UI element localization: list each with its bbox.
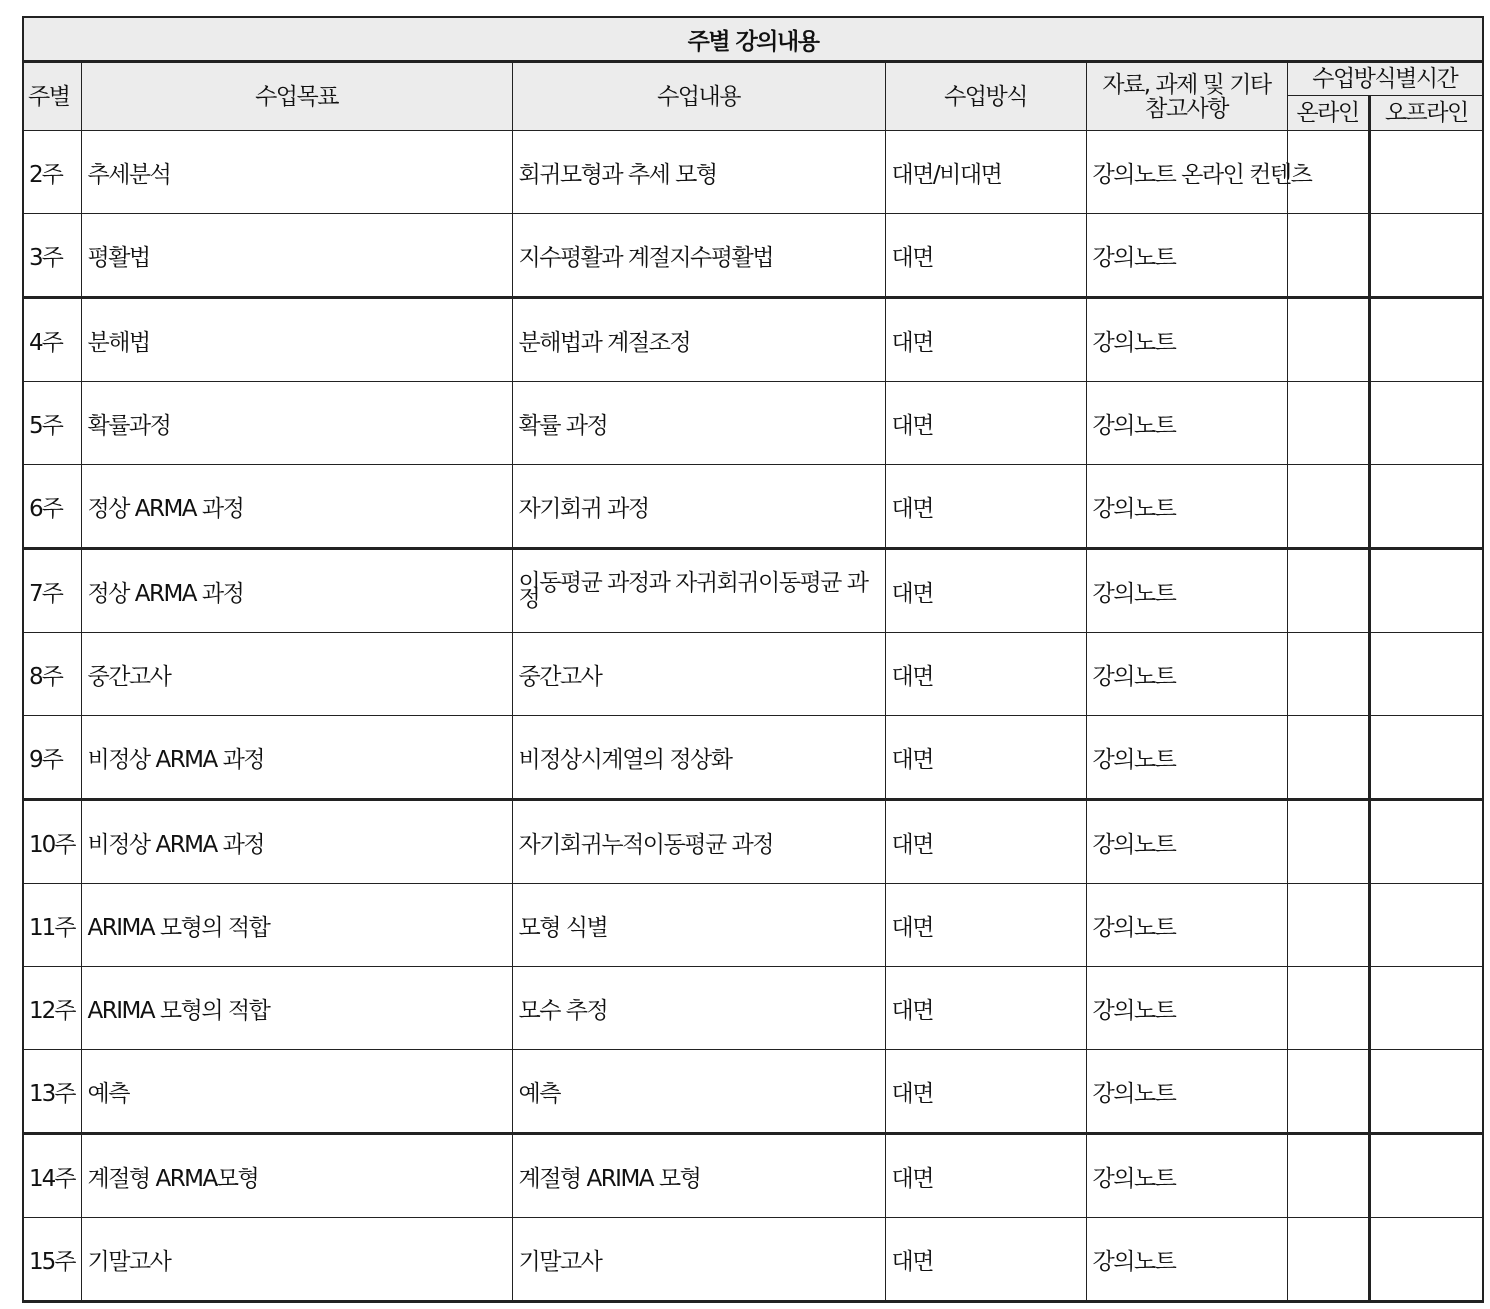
materials-cell: 강의노트 — [1086, 465, 1287, 549]
materials-cell: 강의노트 — [1086, 884, 1287, 967]
offline-time-cell — [1369, 633, 1483, 716]
materials-cell: 강의노트 — [1086, 633, 1287, 716]
content-cell: 모수 추정 — [512, 967, 885, 1050]
table-row — [23, 633, 1483, 716]
table-row — [23, 382, 1483, 465]
table-row — [23, 967, 1483, 1050]
online-time-cell — [1287, 800, 1369, 884]
offline-time-cell — [1369, 1218, 1483, 1302]
method-cell: 대면 — [885, 1050, 1086, 1134]
schedule-rows — [23, 131, 1483, 1302]
materials-cell: 강의노트 — [1086, 967, 1287, 1050]
online-time-cell — [1287, 716, 1369, 800]
table-row — [23, 1218, 1483, 1302]
content-cell: 예측 — [512, 1050, 885, 1134]
content-cell: 계절형 ARIMA 모형 — [512, 1134, 885, 1218]
week-cell: 4주 — [23, 298, 81, 382]
materials-cell: 강의노트 — [1086, 1134, 1287, 1218]
offline-time-cell — [1369, 382, 1483, 465]
online-time-cell — [1287, 633, 1369, 716]
materials-cell: 강의노트 — [1086, 1218, 1287, 1302]
online-time-cell — [1287, 298, 1369, 382]
offline-time-cell — [1369, 1134, 1483, 1218]
method-cell: 대면 — [885, 633, 1086, 716]
method-cell: 대면 — [885, 382, 1086, 465]
offline-time-cell — [1369, 800, 1483, 884]
goal-cell: 추세분석 — [81, 131, 512, 214]
goal-cell: 정상 ARMA 과정 — [81, 549, 512, 633]
content-cell: 회귀모형과 추세 모형 — [512, 131, 885, 214]
method-cell: 대면 — [885, 716, 1086, 800]
method-cell: 대면/비대면 — [885, 131, 1086, 214]
goal-cell: 예측 — [81, 1050, 512, 1134]
content-cell: 자기회귀누적이동평균 과정 — [512, 800, 885, 884]
header-time-by-method: 수업방식별시간 — [1287, 62, 1483, 96]
offline-time-cell — [1369, 967, 1483, 1050]
schedule-table — [22, 16, 1484, 1303]
weekly-lecture-schedule — [22, 16, 1482, 1303]
content-cell: 이동평균 과정과 자귀회귀이동평균 과정 — [512, 549, 885, 633]
method-cell: 대면 — [885, 298, 1086, 382]
table-row — [23, 800, 1483, 884]
week-cell: 8주 — [23, 633, 81, 716]
table-row — [23, 465, 1483, 549]
goal-cell: 중간고사 — [81, 633, 512, 716]
week-cell: 10주 — [23, 800, 81, 884]
online-time-cell — [1287, 1134, 1369, 1218]
week-cell: 12주 — [23, 967, 81, 1050]
method-cell: 대면 — [885, 214, 1086, 298]
online-time-cell — [1287, 884, 1369, 967]
online-time-cell — [1287, 967, 1369, 1050]
week-cell: 15주 — [23, 1218, 81, 1302]
method-cell: 대면 — [885, 884, 1086, 967]
header-week: 주별 — [23, 62, 81, 131]
content-cell: 자기회귀 과정 — [512, 465, 885, 549]
table-row — [23, 716, 1483, 800]
header-method: 수업방식 — [885, 62, 1086, 131]
offline-time-cell — [1369, 884, 1483, 967]
method-cell: 대면 — [885, 549, 1086, 633]
content-cell: 모형 식별 — [512, 884, 885, 967]
table-row — [23, 131, 1483, 214]
online-time-cell — [1287, 1050, 1369, 1134]
goal-cell: ARIMA 모형의 적합 — [81, 967, 512, 1050]
materials-cell: 강의노트 — [1086, 214, 1287, 298]
offline-time-cell — [1369, 214, 1483, 298]
table-row — [23, 549, 1483, 633]
offline-time-cell — [1369, 716, 1483, 800]
table-row — [23, 1134, 1483, 1218]
header-materials: 자료, 과제 및 기타 참고사항 — [1086, 62, 1287, 131]
goal-cell: 분해법 — [81, 298, 512, 382]
week-cell: 3주 — [23, 214, 81, 298]
table-row — [23, 884, 1483, 967]
method-cell: 대면 — [885, 800, 1086, 884]
method-cell: 대면 — [885, 967, 1086, 1050]
offline-time-cell — [1369, 131, 1483, 214]
method-cell: 대면 — [885, 1218, 1086, 1302]
offline-time-cell — [1369, 298, 1483, 382]
goal-cell: 기말고사 — [81, 1218, 512, 1302]
goal-cell: 비정상 ARMA 과정 — [81, 716, 512, 800]
goal-cell: 계절형 ARMA모형 — [81, 1134, 512, 1218]
offline-time-cell — [1369, 1050, 1483, 1134]
offline-time-cell — [1369, 549, 1483, 633]
materials-cell: 강의노트 — [1086, 549, 1287, 633]
goal-cell: ARIMA 모형의 적합 — [81, 884, 512, 967]
materials-cell: 강의노트 — [1086, 382, 1287, 465]
week-cell: 5주 — [23, 382, 81, 465]
goal-cell: 정상 ARMA 과정 — [81, 465, 512, 549]
content-cell: 기말고사 — [512, 1218, 885, 1302]
content-cell: 확률 과정 — [512, 382, 885, 465]
content-cell: 분해법과 계절조정 — [512, 298, 885, 382]
week-cell: 6주 — [23, 465, 81, 549]
week-cell: 2주 — [23, 131, 81, 214]
online-time-cell — [1287, 465, 1369, 549]
week-cell: 9주 — [23, 716, 81, 800]
goal-cell: 확률과정 — [81, 382, 512, 465]
online-time-cell — [1287, 214, 1369, 298]
table-row — [23, 298, 1483, 382]
materials-cell: 강의노트 — [1086, 1050, 1287, 1134]
table-row — [23, 1050, 1483, 1134]
materials-cell: 강의노트 — [1086, 716, 1287, 800]
online-time-cell — [1287, 382, 1369, 465]
materials-cell: 강의노트 — [1086, 800, 1287, 884]
goal-cell: 비정상 ARMA 과정 — [81, 800, 512, 884]
content-cell: 지수평활과 계절지수평활법 — [512, 214, 885, 298]
header-offline: 오프라인 — [1369, 96, 1483, 131]
online-time-cell — [1287, 1218, 1369, 1302]
header-content: 수업내용 — [512, 62, 885, 131]
content-cell: 중간고사 — [512, 633, 885, 716]
week-cell: 7주 — [23, 549, 81, 633]
method-cell: 대면 — [885, 465, 1086, 549]
week-cell: 13주 — [23, 1050, 81, 1134]
materials-cell: 강의노트 — [1086, 298, 1287, 382]
method-cell: 대면 — [885, 1134, 1086, 1218]
week-cell: 14주 — [23, 1134, 81, 1218]
table-row — [23, 214, 1483, 298]
content-cell: 비정상시계열의 정상화 — [512, 716, 885, 800]
online-time-cell — [1287, 549, 1369, 633]
offline-time-cell — [1369, 465, 1483, 549]
header-online: 온라인 — [1287, 96, 1369, 131]
week-cell: 11주 — [23, 884, 81, 967]
goal-cell: 평활법 — [81, 214, 512, 298]
materials-cell: 강의노트 온라인 컨텐츠 — [1086, 131, 1287, 214]
header-goal: 수업목표 — [81, 62, 512, 131]
table-title: 주별 강의내용 — [23, 17, 1483, 62]
